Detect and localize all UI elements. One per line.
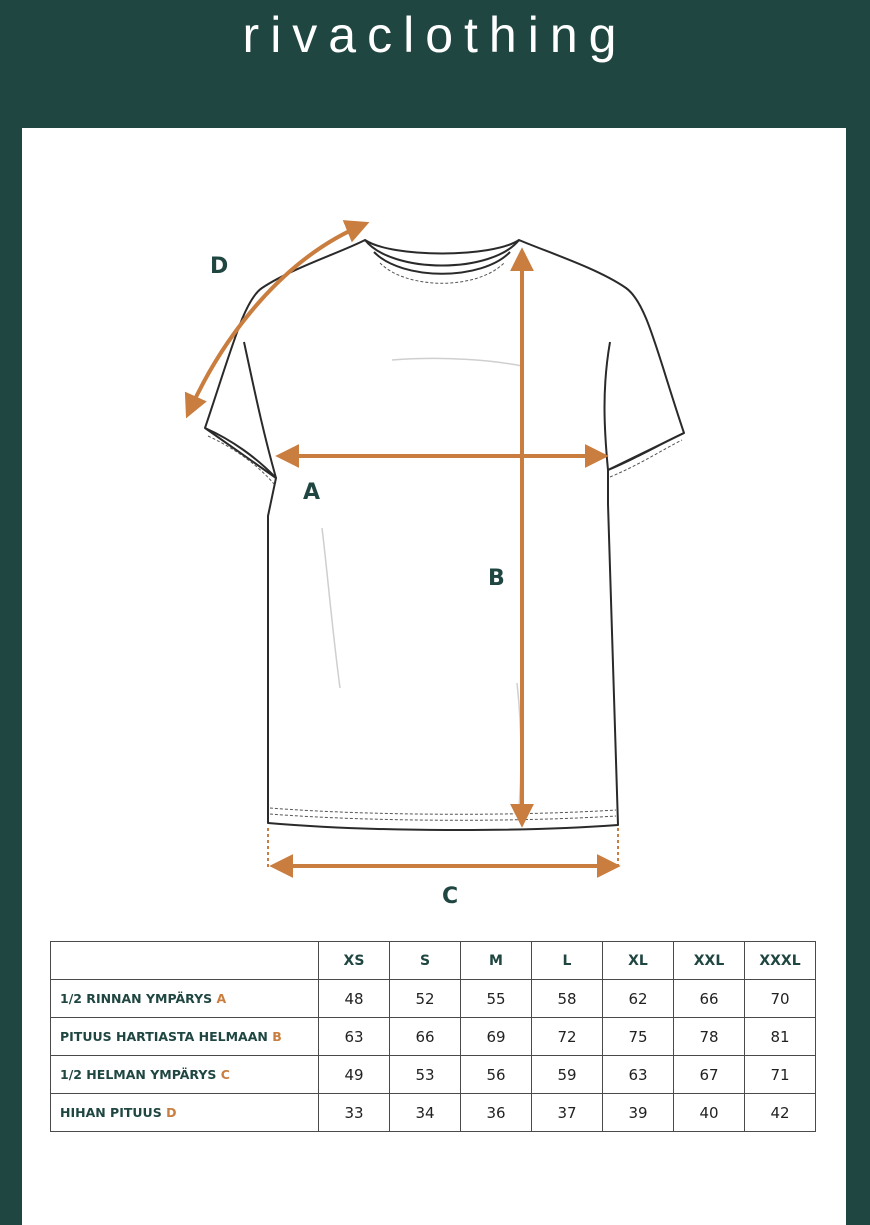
table-cell: 53 [390,1056,461,1094]
tshirt-diagram [22,128,846,928]
size-header: M [461,942,532,980]
measure-arrows [188,224,616,866]
table-cell: 72 [532,1018,603,1056]
row-label: HIHAN PITUUS D [51,1094,319,1132]
row-letter: D [166,1105,177,1120]
table-cell: 34 [390,1094,461,1132]
table-cell: 52 [390,980,461,1018]
table-row [51,980,816,1018]
corner-cell [51,942,319,980]
table-cell: 39 [603,1094,674,1132]
table-cell: 69 [461,1018,532,1056]
size-header-row [51,942,816,980]
table-cell: 37 [532,1094,603,1132]
table-cell: 81 [745,1018,816,1056]
size-header: XXL [674,942,745,980]
size-header: XXXL [745,942,816,980]
table-cell: 66 [674,980,745,1018]
table-row [51,1056,816,1094]
table-row [51,1018,816,1056]
table-cell: 66 [390,1018,461,1056]
row-label: PITUUS HARTIASTA HELMAAN B [51,1018,319,1056]
size-header: XL [603,942,674,980]
table-cell: 62 [603,980,674,1018]
tshirt-outline [205,240,684,830]
table-cell: 55 [461,980,532,1018]
table-cell: 71 [745,1056,816,1094]
row-letter: C [220,1067,230,1082]
label-d: D [210,254,229,279]
table-row [51,1094,816,1132]
hem-guides [268,828,618,870]
size-header: XS [319,942,390,980]
brand-logo: rivaclothing [242,7,628,63]
row-letter: B [272,1029,282,1044]
row-label: 1/2 RINNAN YMPÄRYS A [51,980,319,1018]
table-cell: 36 [461,1094,532,1132]
row-letter: A [216,991,227,1006]
label-c: C [442,884,459,909]
table-cell: 56 [461,1056,532,1094]
table-cell: 70 [745,980,816,1018]
label-a: A [303,480,321,505]
table-cell: 63 [603,1056,674,1094]
table-cell: 78 [674,1018,745,1056]
label-b: B [488,566,505,591]
table-cell: 40 [674,1094,745,1132]
table-cell: 67 [674,1056,745,1094]
size-table [50,941,816,1132]
stitch-lines [208,263,682,820]
table-cell: 42 [745,1094,816,1132]
table-cell: 49 [319,1056,390,1094]
size-header: L [532,942,603,980]
row-label: 1/2 HELMAN YMPÄRYS C [51,1056,319,1094]
table-cell: 33 [319,1094,390,1132]
table-cell: 63 [319,1018,390,1056]
table-cell: 48 [319,980,390,1018]
table-cell: 59 [532,1056,603,1094]
table-cell: 75 [603,1018,674,1056]
size-guide-card [22,128,846,1225]
size-header: S [390,942,461,980]
table-cell: 58 [532,980,603,1018]
